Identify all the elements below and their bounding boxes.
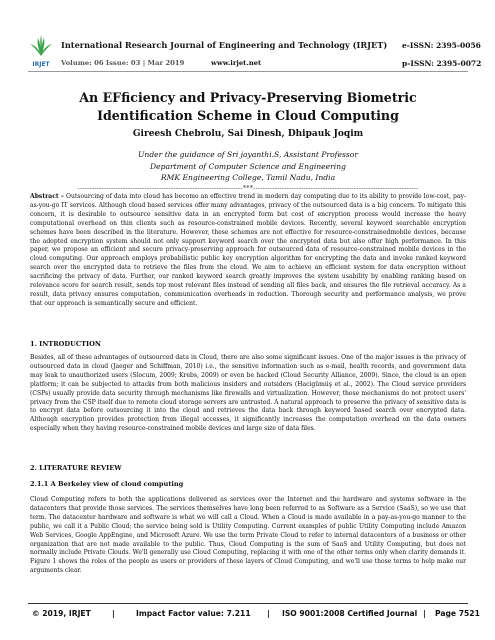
svg-text:IRJET: IRJET [32,61,50,68]
section-2-1-1-text: Cloud Computing refers to both the applications delivered as services over the Internet and the hardware and systems software in the datacenters that provide those services. The services themselves have long been referred to as Software as a Service (SaaS), so we use that term. The datacenter hardware and software is what we will call a Cloud. When a Cloud is made available in a pay-as-you-go manner to the public, we call it a Public Cloud; the service being sold is Utility Computing. Current examples of public Utility Computing include Amazon Web Services, Google AppEngine, and Microsoft Azure. We use the term Private Cloud to refer to internal datacenters of a business or other organization that are not made available to the public. Thus, Cloud Computing is the sum of SaaS and Utility Computing, but does not normally include Private Clouds. We'll generally use Cloud Computing, replacing it with one of the other terms only when clarity demands it. Figure 1 shows the roles of the people as users or providers of these layers of Cloud Computing, and we'll use those terms to help make our arguments clear. [30,496,466,575]
abstract [30,193,466,309]
abstract-label: Abstract – [30,193,64,200]
pissn: p-ISSN: 2395-0072 [402,59,482,68]
paper-authors: Gireesh Chebrolu, Sai Dinesh, Dhipauk Joqim [132,129,364,139]
volume-info: Volume: 06 Issue: 03 | Mar 2019 [61,59,185,67]
section-2-1-1-heading: 2.1.1 A Berkeley view of cloud computing [30,480,184,488]
header-divider [28,71,468,72]
footer-divider [28,603,468,604]
footer-page-number: Page 7521 [435,609,480,618]
section-2-heading: 2. LITERATURE REVIEW [30,464,122,472]
journal-header [0,0,495,78]
affiliation-department: Department of Computer Science and Engineering [150,162,346,171]
affiliation-college: RMK Engineering College, Tamil Nadu, India [160,173,336,182]
section-1-heading: 1. INTRODUCTION [30,340,101,348]
footer-separator: | [112,609,115,618]
footer-separator: | [423,609,426,618]
section-1-text: Besides, all of these advantages of outsourced data in Cloud, there are also some significant issues. One of the major issues is the privacy of outsourced data in cloud (Jaeger and Schiffman, 2010) i.e., the sensitive information such as e-mail, health records, and government data may leak to unauthorized users (Slocum, 2009; Krebs, 2009) or even be hacked (Cloud Security Alliance, 2009). Since, the cloud is an open platform; it can be subjected to attacks from both malicious insiders and outsiders (Hacigümüş et al., 2002). The Cloud service providers (CSPs) usually provide data security through mechanisms like firewalls and virtualization. However, these mechanisms do not protect users' privacy from the CSP itself due to remote cloud storage servers are untrusted. A natural approach to preserve the privacy of sensitive data is to encrypt data before outsourcing it into the cloud and retrieves the data back through keyword based search over encrypted data. Although encryption provides protection from illegal accesses, it significantly increases the computation overhead on the data owners especially when they having resource-constrained mobile devices and large size of data files. [30,354,466,433]
footer-copyright: © 2019, IRJET [32,609,91,618]
footer-separator: | [267,609,270,618]
footer-impact-factor: Impact Factor value: 7.211 [136,609,251,618]
footer-iso: ISO 9001:2008 Certified Journal [282,609,418,618]
journal-title: International Research Journal of Engineering and Technology (IRJET) [61,40,388,50]
abstract-text: Outsourcing of data into cloud has become an effective trend in modern day computing due to its ability to provide low-cost, pay-as-you-go IT services. Although cloud based services offer many advantages, privacy of the outsourced data is a big concern. To mitigate this concern, it is desirable to outsource sensitive data in an encrypted form but cost of encryption process would increase the heavy computational overhead on thin clients such as resource-constrained mobile devices. Recently, several keyword searchable encryption schemes have been described in the literature. However, these schemes are not effective for resource-constrainedmobile devices, because the adopted encryption system should not only support keyword search over the encrypted data but also offer high performance. In this paper, we propose an efficient and secure privacy-preserving approach for outsourced data of resource-constrained mobile devices in the cloud computing. Our approach employs probabilistic public key encryption algorithm for encrypting the data and invoke ranked keyword search over the encrypted data to retrieve the files from the cloud. We aim to achieve an efficient system for data encryption without sacrificing the privacy of data. Further, our ranked keyword search greatly improves the system usability by enabling ranking based on relevance score for search result, sends top most relevant files instead of sending all files back, and ensures the file retrieval accuracy. As a result, data privacy ensures computation, communication overheads in reduction. Thorough security and performance analysis, we prove that our approach is semantically secure and efficient. [30,193,466,307]
eissn: e-ISSN: 2395-0056 [402,41,481,50]
affiliation-guidance: Under the guidance of Sri jayanthi.S, Assistant Professor [138,150,358,159]
journal-website-link[interactable]: www.irjet.net [211,59,262,67]
section-divider: ---------------------------------------------------------------------***--------------------------------------------------------------------- [77,184,419,192]
irjet-logo [28,34,54,68]
paper-title: An EFficiency and Privacy-Preserving Biometric Identification Scheme in Cloud Computing [79,90,417,123]
